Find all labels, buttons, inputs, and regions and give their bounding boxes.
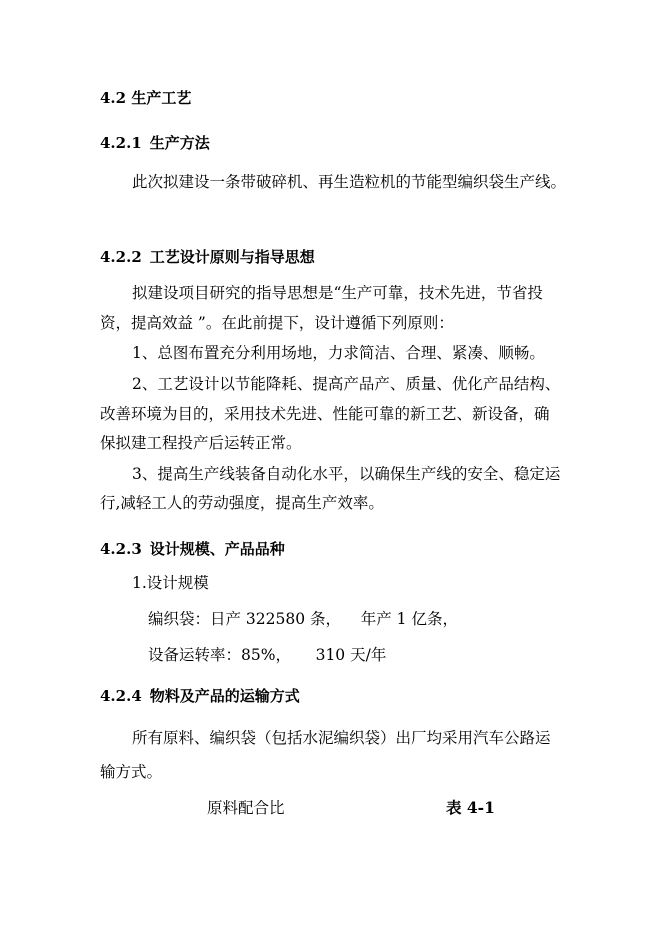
heading-title: 物料及产品的运输方式 xyxy=(149,687,300,705)
heading-number: 4.2.3 xyxy=(100,540,142,558)
heading-title: 工艺设计原则与指导思想 xyxy=(149,248,315,266)
heading-4-2-4 xyxy=(100,686,300,706)
heading-title: 设计规模、产品品种 xyxy=(149,540,285,558)
heading-4-2-1 xyxy=(100,133,210,153)
list-item: 1、总图布置充分利用场地，力求简洁、合理、紧凑、顺畅。 xyxy=(132,344,545,362)
heading-number: 4.2.1 xyxy=(100,134,142,152)
heading-4-2-2 xyxy=(100,247,315,267)
heading-4-2-3 xyxy=(100,539,285,559)
table-caption-title: 原料配合比 xyxy=(207,799,285,817)
list-item-continuation: 保拟建工程投产后运转正常。 xyxy=(100,434,302,452)
heading-title: 生产方法 xyxy=(149,134,210,152)
paragraph-line: 输方式。 xyxy=(100,763,163,781)
sub-heading: 1.设计规模 xyxy=(132,574,209,592)
list-item: 2、工艺设计以节能降耗、提高产品产、质量、优化产品结构、 xyxy=(132,375,561,393)
scale-rate: 设备运转率：85%， 310 天/年 xyxy=(148,646,387,664)
heading-number: 4.2.2 xyxy=(100,248,142,266)
heading-4-2: 4.2 生产工艺 xyxy=(100,89,192,107)
heading-number: 4.2.4 xyxy=(100,687,142,705)
table-caption-label: 表 4-1 xyxy=(446,798,495,817)
paragraph-line: 资，提高效益 ”。在此前提下，设计遵循下列原则： xyxy=(100,314,454,332)
list-item: 3、提高生产线装备自动化水平，以确保生产线的安全、稳定运 xyxy=(132,465,561,483)
paragraph-line: 拟建设项目研究的指导思想是“生产可靠，技术先进，节省投 xyxy=(132,284,543,302)
scale-bags: 编织袋：日产 322580 条， 年产 1 亿条， xyxy=(148,610,458,628)
list-item-continuation: 行,减轻工人的劳动强度，提高生产效率。 xyxy=(100,494,384,512)
paragraph-line: 所有原料、编织袋（包括水泥编织袋）出厂均采用汽车公路运 xyxy=(132,729,551,747)
list-item-continuation: 改善环境为目的，采用技术先进、性能可靠的新工艺、新设备，确 xyxy=(100,405,550,423)
paragraph-4-2-1: 此次拟建设一条带破碎机、再生造粒机的节能型编织袋生产线。 xyxy=(132,173,567,191)
